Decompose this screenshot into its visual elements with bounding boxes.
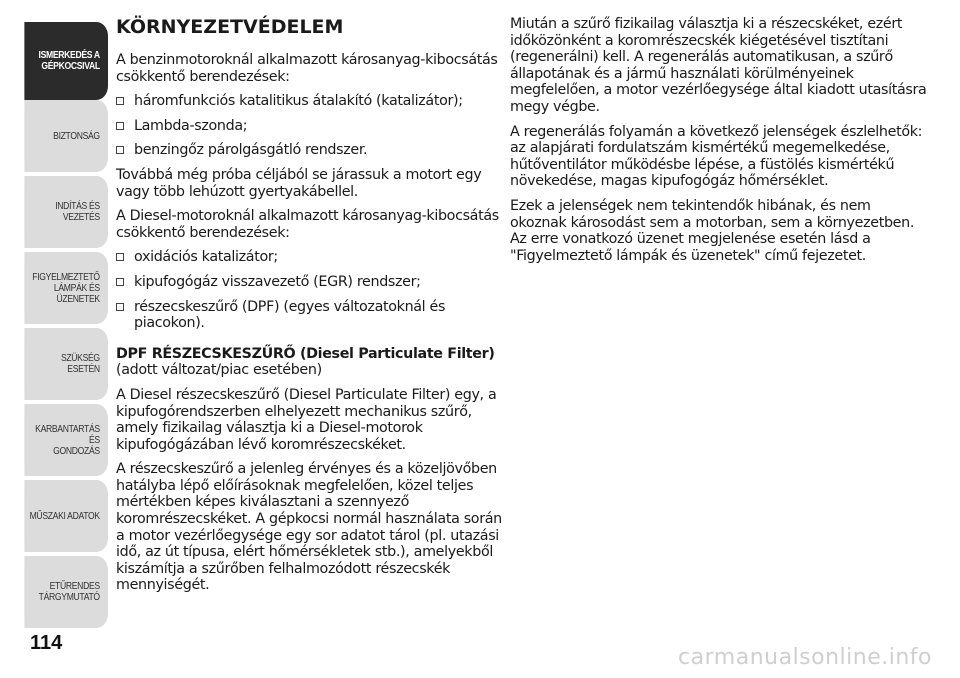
list-item: Lambda-szonda;: [116, 118, 506, 135]
paragraph: A részecskeszűrő a jelenleg érvényes és a közeljövőben hatályba lépő előírásoknak megfelelően, közel teljes mértékben képes kiválasztani a szennyező koromrészecskéket. A gépkocsi normál használata során a motor vezérlőegysége egy sor adatot tárol (pl. utazási idő, az út típusa, elért hőmérsékletek stb.), amelyekből kiszámítja a szűrőben felhalmozódott részecskék mennyiségét.: [116, 461, 502, 594]
checkbox-bullet-icon: [116, 253, 124, 261]
tab-targymutato[interactable]: ETŰRENDES TÁRGYMUTATÓ: [24, 556, 108, 628]
dpf-heading: DPF RÉSZECSKESZŰRŐ (Diesel Particulate Filter): [116, 345, 495, 362]
tab-figyelmezteto[interactable]: FIGYELMEZTETŐ LÁMPÁK ÉS ÜZENETEK: [24, 252, 108, 324]
checkbox-bullet-icon: [116, 278, 124, 286]
checkbox-bullet-icon: [116, 303, 124, 311]
paragraph: Továbbá még próba céljából se járassuk a motort egy vagy több lehúzott gyertyakábellel.: [116, 166, 482, 200]
section-title: KÖRNYEZETVÉDELEM: [116, 16, 344, 38]
paragraph: A benzinmotoroknál alkalmazott károsanyag-kibocsátás csökkentő berendezések:: [116, 52, 498, 85]
list-item: háromfunkciós katalitikus átalakító (katalizátor);: [116, 93, 506, 110]
list-item: részecskeszűrő (DPF) (egyes változatoknál és piacokon).: [116, 299, 506, 332]
checkbox-bullet-icon: [116, 146, 124, 154]
dpf-note: (adott változat/piac esetében): [116, 362, 322, 379]
checkbox-bullet-icon: [116, 97, 124, 105]
list-item: kipufogógáz visszavezető (EGR) rendszer;: [116, 274, 506, 291]
paragraph: A regenerálás folyamán a következő jelenségek észlelhetők: az alapjárati fordulatszám kismértékű megemelkedése, hűtőventilátor működésbe lépése, a füstölés kismértékű növekedése, magas kipufogógáz hőmérséklet.: [510, 123, 923, 190]
paragraph: A Diesel részecskeszűrő (Diesel Particulate Filter) egy, a kipufogórendszerben elhelyezett mechanikus szűrő, amely fizikailag választja ki a Diesel-motorok kipufogógázában lévő koromrészecskéket.: [116, 386, 497, 453]
paragraph: Miután a szűrő fizikailag választja ki a részecskéket, ezért időközönként a koromrészecskék kiégetésével tisztítani (regenerálni) kell. A regenerálás automatikusan, a szűrő állapotának és a jármű használati körülményeinek megfelelően, a motor vezérlőegysége által kiadott utasításra megy végbe.: [510, 16, 927, 115]
list-item: benzingőz párolgásgátló rendszer.: [116, 142, 506, 159]
paragraph: Ezek a jelenségek nem tekintendők hibának, és nem okoznak károsodást sem a motorban, sem a környezetben. Az erre vonatkozó üzenet megjelenése esetén lásd a "Figyelmeztető lámpák és üzenetek" című fejezetet.: [510, 197, 915, 264]
tab-muszaki[interactable]: MŰSZAKI ADATOK: [24, 480, 108, 552]
tab-karbantartas[interactable]: KARBANTARTÁS ÉS GONDOZÁS: [24, 404, 108, 476]
tab-szukseg[interactable]: SZÜKSÉG ESETÉN: [24, 328, 108, 400]
list-item: oxidációs katalizátor;: [116, 249, 506, 266]
petrol-devices-list: [116, 93, 506, 159]
watermark: carmanualsonline.info: [678, 645, 932, 670]
page-number: 114: [30, 632, 63, 654]
left-column: [116, 16, 506, 602]
tab-inditas[interactable]: INDÍTÁS ÉS VEZETÉS: [24, 176, 108, 248]
checkbox-bullet-icon: [116, 122, 124, 130]
right-column: [510, 16, 930, 272]
tab-ismerkedes[interactable]: ISMERKEDÉS A GÉPKOCSIVAL: [24, 22, 108, 100]
tab-biztonsag[interactable]: BIZTONSÁG: [24, 100, 108, 172]
diesel-devices-list: [116, 249, 506, 331]
paragraph: A Diesel-motoroknál alkalmazott károsanyag-kibocsátás csökkentő berendezések:: [116, 208, 499, 241]
